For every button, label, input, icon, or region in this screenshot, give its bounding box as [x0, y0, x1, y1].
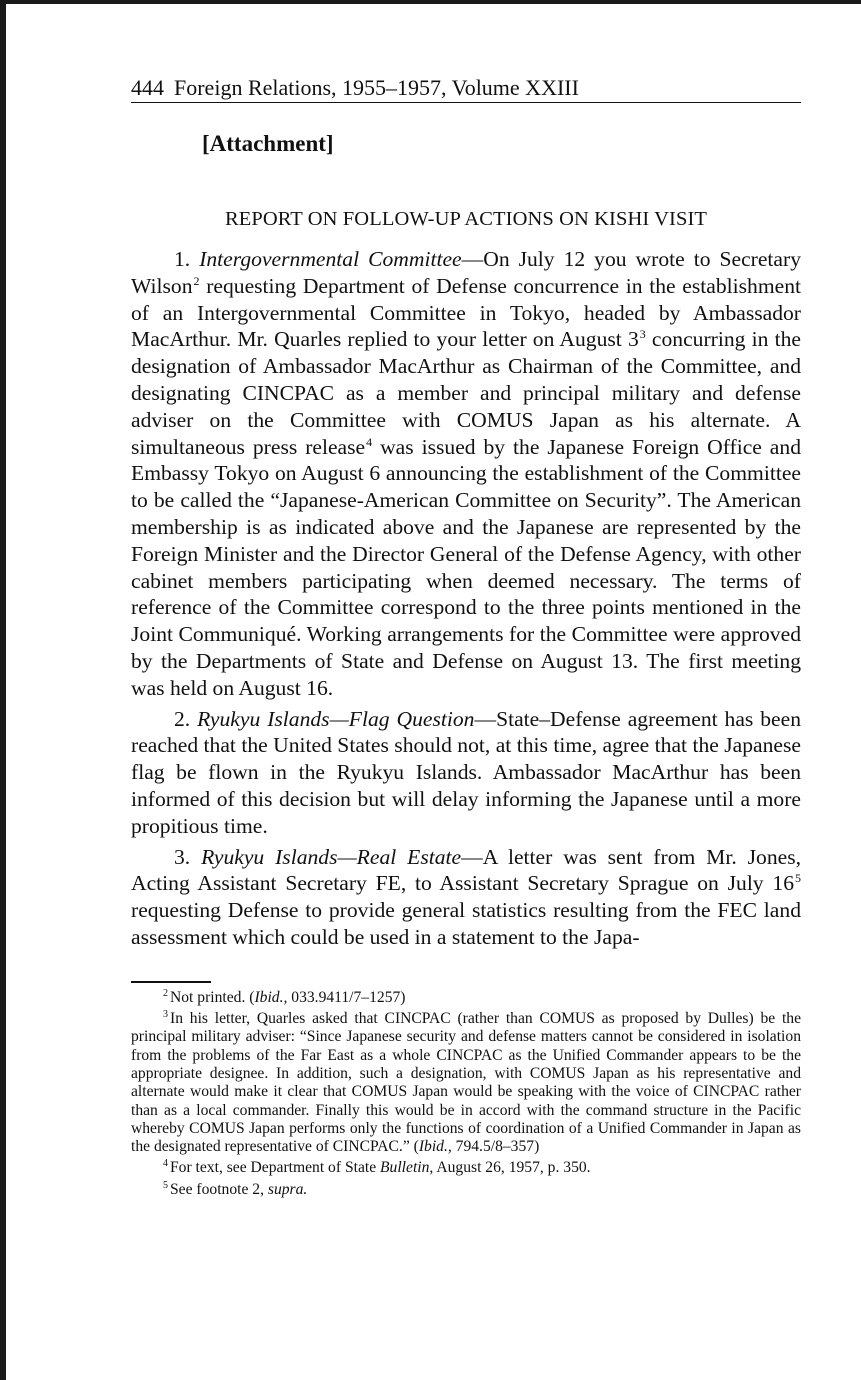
report-title: REPORT ON FOLLOW-UP ACTIONS ON KISHI VISIT	[224, 208, 708, 230]
paragraph-text: —State–Defense agreement has been reached that the United States should not, at this time, agree that the Japanese flag be flown in the Ryukyu Islands. Ambassador MacArthur has been informed of this decision but will delay informing the Japanese until a more propitious time.	[131, 706, 802, 838]
volume-title: Foreign Relations, 1955–1957, Volume XXIII	[174, 75, 579, 100]
footnote-italic-text: supra.	[267, 1180, 308, 1198]
report-body	[131, 246, 801, 951]
paragraph-number: 3.	[174, 844, 202, 869]
footnote-rule	[131, 981, 211, 983]
footnote-reference: 4	[366, 434, 373, 449]
footnote-reference: 3	[639, 327, 646, 342]
footnote-reference: 5	[795, 871, 801, 886]
footnote-italic-text: Ibid.,	[418, 1138, 452, 1156]
paragraph-heading: Ryukyu Islands—Flag Question	[197, 706, 475, 731]
paragraph-heading: Intergovernmental Committee	[199, 247, 462, 271]
paragraph-number: 2.	[174, 706, 198, 731]
scan-edge-left	[0, 0, 6, 1380]
paragraph-text: —On July 12 you wrote to Secretary Wilson	[131, 247, 801, 298]
paragraph-text: —A letter was sent from Mr. Jones, Acting Assistant Secretary FE, to Assistant Secretary Sprague on July 16	[131, 844, 802, 896]
body-paragraph	[131, 706, 801, 840]
paragraph-number: 1.	[174, 247, 200, 271]
footnote-reference: 2	[193, 273, 200, 288]
footnote-number: 3	[163, 1009, 168, 1021]
footnote-text: In his letter, Quarles asked that CINCPAC (rather than COMUS as proposed by Dulles) be the principal military adviser: “Since Japanese security and defense matters cannot be considered in isolation from the problems of the Far East as a whole CINCPAC as the Unified Commander appears to be the appropriate designee. In addition, such a designation, with COMUS Japan as his representative and alternate would make it clear that COMUS Japan would be speaking with the voice of CINCPAC rather than as a local commander. Finally this would be in accord with the command structure in the Pacific whereby COMUS Japan performs only the functions of coordination of a Unified Commander in Japan as the designated representative of CINCPAC.” (	[131, 1010, 801, 1156]
footnotes	[131, 989, 801, 1199]
document-page	[131, 74, 801, 1202]
footnote-text: For text, see Department of State	[170, 1159, 381, 1177]
running-head	[131, 74, 801, 103]
footnote-number: 4	[163, 1158, 168, 1170]
footnote-item	[131, 1159, 801, 1177]
footnote-text: 794.5/8–357)	[451, 1138, 540, 1156]
footnote-text: 033.9411/7–1257)	[287, 988, 406, 1006]
scan-edge-top	[0, 0, 861, 4]
footnote-text: Not printed. (	[170, 988, 255, 1006]
footnote-number: 2	[163, 987, 168, 999]
footnote-text: August 26, 1957, p. 350.	[433, 1159, 591, 1177]
body-paragraph	[131, 246, 801, 702]
paragraph-text: concurring in the designation of Ambassador MacArthur as Chairman of the Committee, and designating CINCPAC as a member and principal military and defense adviser on the Committee with COMUS Japan as his alternate. A simultaneous press release	[131, 327, 801, 459]
footnote-item	[131, 1181, 801, 1199]
paragraph-text: was issued by the Japanese Foreign Office and Embassy Tokyo on August 6 announcing the establishment of the Committee to be called the “Japanese-American Committee on Security”. The American membership is as indicated above and the Japanese are represented by the Foreign Minister and the Director General of the Defense Agency, with other cabinet members participating when deemed necessary. The terms of reference of the Committee correspond to the three points mentioned in the Joint Communiqué. Working arrangements for the Committee were approved by the Departments of State and Defense on August 13. The first meeting was held on August 16.	[131, 434, 801, 700]
footnote-italic-text: Ibid.,	[254, 988, 288, 1006]
footnote-item	[131, 1010, 801, 1156]
paragraph-text: requesting Defense to provide general statistics resulting from the FEC land assessment which could be used in a statement to the Japa-	[131, 898, 801, 949]
attachment-label: [Attachment]	[202, 131, 334, 156]
footnote-item	[131, 989, 801, 1007]
body-paragraph	[131, 844, 801, 951]
paragraph-text: requesting Department of Defense concurrence in the establishment of an Intergovernmental Committee in Tokyo, headed by Ambassador MacArthur. Mr. Quarles replied to your letter on August 3	[131, 273, 801, 352]
footnote-italic-text: Bulletin,	[380, 1159, 434, 1177]
footnote-number: 5	[163, 1179, 168, 1191]
footnote-text: See footnote 2,	[170, 1180, 268, 1198]
paragraph-heading: Ryukyu Islands—Real Estate	[201, 844, 462, 869]
page-number: 444	[131, 75, 164, 100]
